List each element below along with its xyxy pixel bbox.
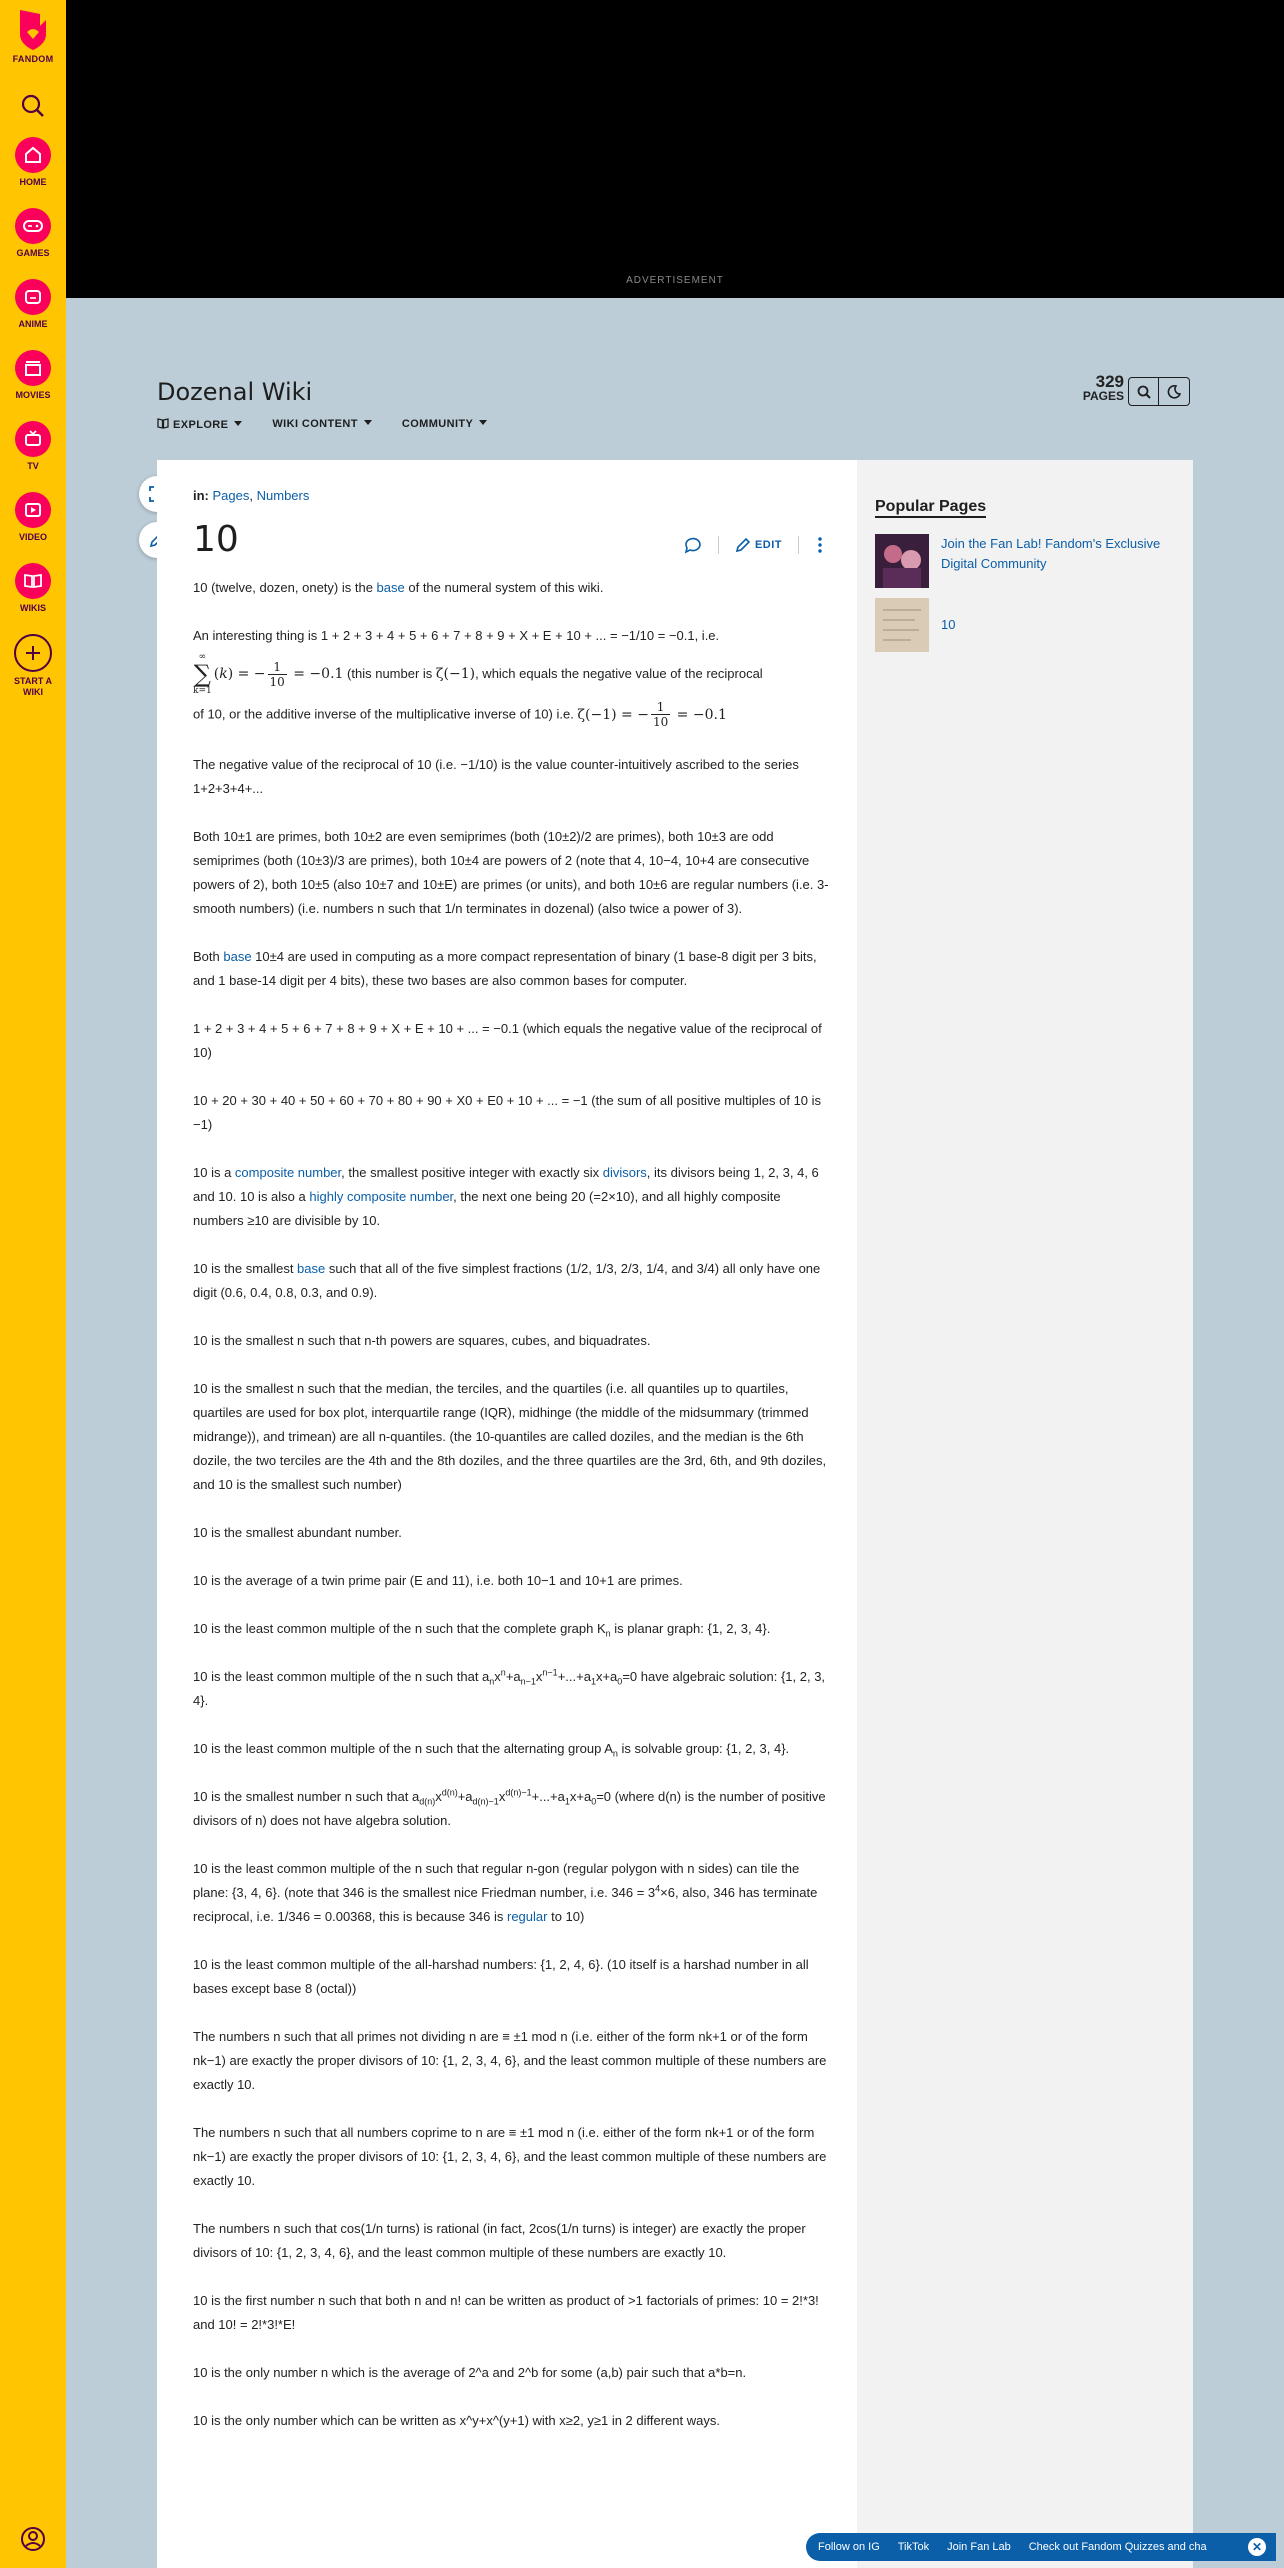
nav-wiki-content[interactable] xyxy=(272,418,371,431)
nav-item-anime[interactable] xyxy=(0,279,66,330)
categories-label: in: xyxy=(193,488,209,503)
wiki-navigation xyxy=(157,418,487,431)
text: , its divisors being 1, 2, 3, 4, 6 and 10. 10 is also a xyxy=(193,1165,819,1204)
formula-zeta: ζ(−1) xyxy=(435,666,476,682)
superscript: d(n) xyxy=(441,1787,458,1798)
search-icon[interactable] xyxy=(17,90,49,122)
nav-explore-label: EXPLORE xyxy=(173,419,229,431)
pages-count-number: 329 xyxy=(1095,372,1124,391)
text: , which equals the negative value of the reciprocal xyxy=(475,666,763,681)
nav-label: HOME xyxy=(19,177,47,187)
user-icon[interactable] xyxy=(20,2526,46,2552)
text: 10 is the least common multiple of the n such that a xyxy=(193,1669,490,1684)
text: is planar graph: {1, 2, 3, 4}. xyxy=(610,1621,771,1636)
nav-label: WIKIS xyxy=(20,603,46,613)
pages-count-label: PAGES xyxy=(1082,389,1124,403)
superscript: 4 xyxy=(655,1883,661,1894)
divider xyxy=(718,536,719,554)
category-link[interactable]: Pages xyxy=(212,488,250,503)
nav-item-movies[interactable] xyxy=(0,350,66,401)
subscript: n xyxy=(605,1628,611,1639)
book-icon xyxy=(15,563,51,599)
paragraph: 10 is the first number n such that both n and n! can be written as product of >1 factorials of primes: 10 = 2!*3! and 10! = 2!*3!*E! xyxy=(193,2293,819,2332)
text: 10 is the least common multiple of the n such that regular n-gon (regular polygon with n sides) can tile the plane: {3, 4, 6}. (note that 346 is the smallest nice Friedman number, i.e. 346 = 3 xyxy=(193,1861,800,1900)
text: such that all of the five simplest fractions (1/2, 1/3, 2/3, 1/4, and 3/4) all only have one digit (0.6, 0.4, 0.8, 0.3, and 0.9). xyxy=(193,1261,821,1300)
wiki-search-button[interactable] xyxy=(1128,377,1159,406)
text: 10 is a xyxy=(193,1165,235,1180)
text: 10±4 are used in computing as a more compact representation of binary (1 base-8 digit per 3 bits, and 1 base-14 digit per 4 bits), these two bases are also common bases for computer. xyxy=(193,949,817,988)
text: Both xyxy=(193,949,224,964)
anime-icon xyxy=(15,279,51,315)
text: x xyxy=(435,1789,442,1804)
subscript: d(n)−1 xyxy=(472,1796,499,1807)
text: x xyxy=(498,1789,506,1804)
link-divisors[interactable]: divisors xyxy=(602,1165,647,1180)
link-composite-number[interactable]: composite number xyxy=(234,1165,342,1180)
paragraph xyxy=(193,1857,829,1929)
paragraph xyxy=(193,1257,829,1305)
book-icon xyxy=(157,418,169,429)
fandom-label: FANDOM xyxy=(12,54,54,64)
paragraph: 10 is the only number n which is the average of 2^a and 2^b for some (a,b) pair such that a*b=n. xyxy=(193,2365,747,2380)
nav-community[interactable] xyxy=(402,418,487,431)
nav-label: VIDEO xyxy=(18,532,47,542)
subscript: 0 xyxy=(591,1796,597,1807)
paragraph: 10 is the smallest n such that the median, the terciles, and the quartiles (i.e. all quantiles up to quartiles, quartiles are used for box plot, interquartile range (IQR), midhinge (the middle of the midsummary (trimmed midrange)), and trimean) are all n-quantiles. (the 10-quantiles are called doziles, and the median is the 6th dozile, the two terciles are the 4th and the 8th doziles, and the three quartiles are the 3rd, 6th, and 9th doziles, and 10 is the smallest such number) xyxy=(193,1381,827,1492)
plus-icon xyxy=(14,634,52,672)
nav-label: ANIME xyxy=(18,319,48,329)
text: to 10) xyxy=(547,1909,585,1924)
text: 10 (twelve, dozen, onety) is the xyxy=(193,580,377,595)
text: ×6, also, 346 has terminate reciprocal, i.e. 1/346 = 0.00368, this is because 346 is xyxy=(193,1885,818,1924)
superscript: d(n)−1 xyxy=(505,1787,532,1798)
advertisement-label: ADVERTISEMENT xyxy=(626,275,724,286)
nav-label: GAMES xyxy=(16,248,50,258)
clapperboard-icon xyxy=(15,350,51,386)
header-actions xyxy=(1128,377,1190,406)
nav-label: MOVIES xyxy=(15,390,51,400)
advertisement-banner[interactable] xyxy=(66,0,1284,298)
nav-item-wikis[interactable] xyxy=(0,563,66,614)
tv-icon xyxy=(15,421,51,457)
link-regular[interactable]: regular xyxy=(507,1909,548,1924)
nav-label: TV xyxy=(27,461,39,471)
paragraph: Both 10±1 are primes, both 10±2 are even semiprimes (both (10±2)/2 are primes), both 10±3 are odd semiprimes (both (10±3)/3 are primes), both 10±4 are powers of 2 (note that 4, 10−4, 10+4 are consecutive powers of 2), both 10±5 (also 10±7 and 10±E) are primes (or units), and both 10±6 are regular numbers (i.e. 3-smooth numbers) (i.e. numbers n such that 1/n terminates in dozenal) (also twice a power of 3). xyxy=(193,829,829,916)
fan-lab-link[interactable]: Join Fan Lab xyxy=(947,2541,1011,2553)
close-icon[interactable]: ✕ xyxy=(1248,2538,1266,2556)
paragraph: 10 is the least common multiple of the all-harshad numbers: {1, 2, 4, 6}. (10 itself is a harshad number in all bases except base 8 (octal)) xyxy=(193,1957,809,1996)
superscript: n xyxy=(500,1667,506,1678)
subscript: 1 xyxy=(564,1796,570,1807)
divider xyxy=(798,536,799,554)
paragraph xyxy=(193,1665,829,1713)
chevron-down-icon xyxy=(479,420,487,425)
popular-page-thumbnail xyxy=(875,598,929,652)
paragraph: 1 + 2 + 3 + 4 + 5 + 6 + 7 + 8 + 9 + X + E + 10 + ... = −0.1 (which equals the negative value of the reciprocal of 10) xyxy=(193,1021,822,1060)
paragraph: The numbers n such that all primes not dividing n are ≡ ±1 mod n (i.e. either of the form nk+1 or of the form nk−1) are exactly the proper divisors of 10: {1, 2, 3, 4, 6}, and the least common multiple of these numbers are exactly 10. xyxy=(193,2029,827,2092)
popular-page-thumbnail xyxy=(875,534,929,588)
nav-explore[interactable] xyxy=(157,418,242,431)
text: 10 is the smallest xyxy=(193,1261,298,1276)
paragraph xyxy=(193,1617,829,1641)
paragraph: 10 is the average of a twin prime pair (E and 11), i.e. both 10−1 and 10+1 are primes. xyxy=(193,1573,683,1588)
text: , the smallest positive integer with exactly six xyxy=(341,1165,603,1180)
nav-community-label: COMMUNITY xyxy=(401,418,474,430)
nav-item-games[interactable] xyxy=(0,208,66,259)
category-link[interactable]: Numbers xyxy=(256,488,310,503)
text: =0 (where d(n) is the number of positive divisors of n) does not have algebra solution. xyxy=(193,1789,826,1828)
more-options-icon[interactable] xyxy=(811,536,829,554)
chevron-down-icon xyxy=(234,421,242,426)
categories: in: Pages, Numbers xyxy=(193,488,310,503)
text: x+a xyxy=(595,1669,618,1684)
popular-pages-title: Popular Pages xyxy=(875,498,986,518)
popular-page-item[interactable] xyxy=(875,598,1171,652)
edit-button[interactable] xyxy=(735,533,782,557)
paragraph: The numbers n such that cos(1/n turns) is rational (in fact, 2cos(1/n turns) is integer) are exactly the proper divisors of 10: {1, 2, 3, 4, 6}, and the least common multiple of these numbers are exactly 10. xyxy=(193,2221,806,2260)
paragraph xyxy=(193,1161,829,1233)
page-title: 10 xyxy=(193,519,239,560)
text: +...+a xyxy=(557,1669,591,1684)
gamepad-icon xyxy=(15,208,51,244)
text: 10 is the smallest number n such that a xyxy=(193,1789,420,1804)
theme-toggle-button[interactable] xyxy=(1159,377,1190,406)
paragraph xyxy=(193,1785,829,1833)
subscript: d(n) xyxy=(419,1796,436,1807)
text: x xyxy=(535,1669,543,1684)
link-highly-composite-number[interactable]: highly composite number xyxy=(309,1189,454,1204)
video-icon xyxy=(15,492,51,528)
wiki-title[interactable]: Dozenal Wiki xyxy=(157,378,313,406)
chevron-down-icon xyxy=(364,420,372,425)
pencil-icon xyxy=(735,537,751,553)
home-icon xyxy=(15,137,51,173)
comment-icon[interactable] xyxy=(684,536,702,554)
paragraph xyxy=(193,1737,829,1761)
nav-wiki-content-label: WIKI CONTENT xyxy=(272,418,358,430)
paragraph: 10 is the smallest abundant number. xyxy=(193,1525,402,1540)
paragraph: 10 is the only number which can be written as x^y+x^(y+1) with x≥2, y≥1 in 2 different ways. xyxy=(193,2413,720,2428)
paragraph: The numbers n such that all numbers coprime to n are ≡ ±1 mod n (i.e. either of the form nk+1 or of the form nk−1) are exactly the proper divisors of 10: {1, 2, 3, 4, 6}, and the least common multiple of these numbers are exactly 10. xyxy=(193,2125,827,2188)
nav-item-tv[interactable] xyxy=(0,421,66,472)
subscript: n xyxy=(612,1748,618,1759)
right-rail xyxy=(857,460,1193,2568)
moon-icon xyxy=(1167,385,1181,399)
text: is solvable group: {1, 2, 3, 4}. xyxy=(617,1741,790,1756)
nav-item-video[interactable] xyxy=(0,492,66,543)
page-actions xyxy=(684,533,829,557)
paragraph xyxy=(193,624,829,729)
main-content xyxy=(157,460,857,2568)
text: x xyxy=(494,1669,501,1684)
global-navigation xyxy=(0,0,66,2568)
social-bar xyxy=(806,2533,1276,2561)
search-icon xyxy=(1137,385,1151,399)
text: x+a xyxy=(569,1789,592,1804)
paragraph: 10 is the smallest n such that n-th powers are squares, cubes, and biquadrates. xyxy=(193,1333,651,1348)
superscript: n−1 xyxy=(542,1667,558,1678)
text: An interesting thing is 1 + 2 + 3 + 4 + 5 + 6 + 7 + 8 + 9 + X + E + 10 + ... = −1/10 = −0.1, i.e. xyxy=(193,628,720,643)
text: of 10, or the additive inverse of the multiplicative inverse of 10) i.e. xyxy=(193,706,578,722)
fandom-logo[interactable] xyxy=(0,8,66,64)
text: +a xyxy=(505,1669,521,1684)
popular-page-link[interactable]: Join the Fan Lab! Fandom's Exclusive Digital Community xyxy=(941,536,1161,571)
nav-label: START A WIKI xyxy=(14,676,52,697)
text: 10 is the least common multiple of the n such that the complete graph K xyxy=(193,1621,606,1636)
start-a-wiki-button[interactable] xyxy=(0,634,66,698)
edit-label: EDIT xyxy=(754,539,782,551)
subscript: n−1 xyxy=(520,1676,536,1687)
fandom-heart-icon xyxy=(16,8,50,52)
link-base[interactable]: base xyxy=(223,949,252,964)
paragraph xyxy=(193,576,829,600)
article-content xyxy=(193,460,829,2457)
quizzes-link[interactable]: Check out Fandom Quizzes and cha xyxy=(1028,2541,1207,2553)
paragraph xyxy=(193,945,829,993)
subscript: 0 xyxy=(617,1676,623,1687)
popular-page-link[interactable]: 10 xyxy=(941,617,956,632)
link-base[interactable]: base xyxy=(297,1261,326,1276)
follow-ig-link[interactable]: Follow on IG xyxy=(818,2541,880,2553)
text: +a xyxy=(457,1789,473,1804)
paragraph: 10 + 20 + 30 + 40 + 50 + 60 + 70 + 80 + 90 + X0 + E0 + 10 + ... = −1 (the sum of all positive multiples of 10 is −1) xyxy=(193,1093,822,1132)
text: of the numeral system of this wiki. xyxy=(404,580,604,595)
subscript: 1 xyxy=(590,1676,596,1687)
text: =0 have algebraic solution: {1, 2, 3, 4}. xyxy=(193,1669,826,1708)
text: , the next one being 20 (=2×10), and all highly composite numbers ≥10 are divisible by 10. xyxy=(193,1189,781,1228)
text: (this number is xyxy=(343,666,436,681)
paragraph: The negative value of the reciprocal of 10 (i.e. −1/10) is the value counter-intuitively ascribed to the series 1+2+3+4+... xyxy=(193,757,799,796)
popular-page-item[interactable] xyxy=(875,534,1171,588)
link-base[interactable]: base xyxy=(376,580,405,595)
pages-count xyxy=(1072,374,1124,404)
nav-item-home[interactable] xyxy=(0,137,66,188)
text: +...+a xyxy=(531,1789,565,1804)
formula-zeta-value: ζ(−1) = − $\frac{1}{10}$ = −0.1 xyxy=(577,700,727,729)
subscript: n xyxy=(489,1676,495,1687)
tiktok-link[interactable]: TikTok xyxy=(897,2541,930,2553)
formula-sum: ∞ ∑ k=1(k) = − $\frac{1}{10}$ = −0.1 xyxy=(193,652,344,696)
text: 10 is the least common multiple of the n such that the alternating group A xyxy=(193,1741,613,1756)
